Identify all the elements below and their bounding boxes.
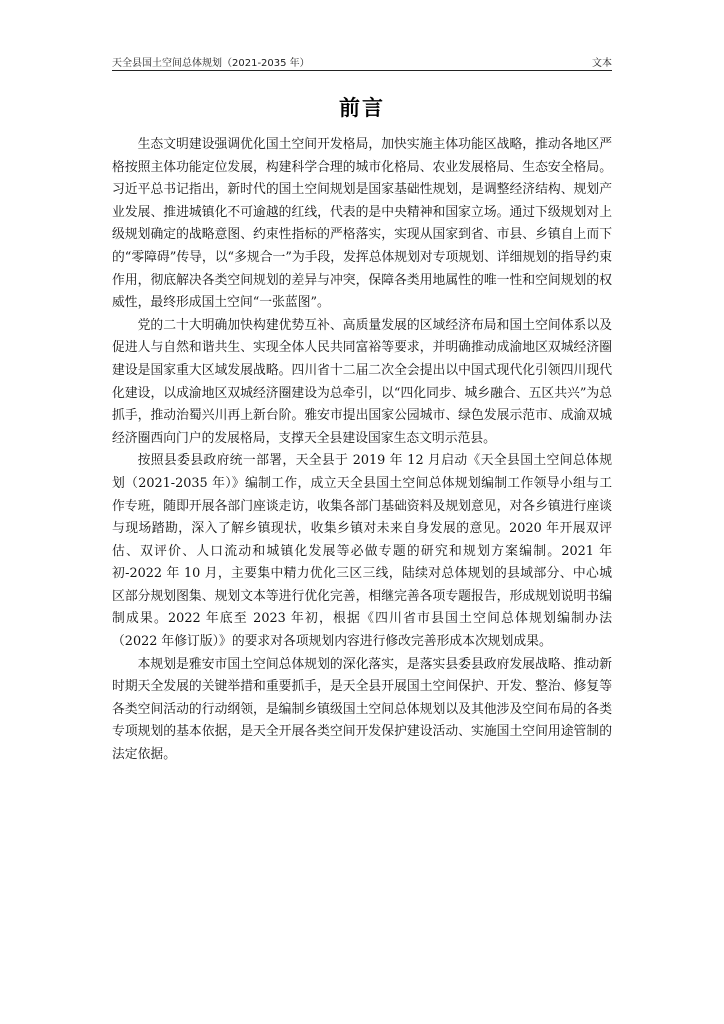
page-title: 前言 bbox=[339, 96, 385, 120]
running-header bbox=[112, 54, 612, 70]
paragraph-4: 本规划是雅安市国土空间总体规划的深化落实，是落实县委县政府发展战略、推动新时期天全发展的关键举措和重要抓手，是天全县开展国土空间保护、开发、整治、修复等各类空间活动的行动纲领，是编制乡镇级国土空间总体规划以及其他涉及空间布局的各类专项规划的基本依据，是天全开展各类空间开发保护建设活动、实施国土空间用途管制的法定依据。 bbox=[112, 656, 612, 763]
paragraph-2: 党的二十大明确加快构建优势互补、高质量发展的区域经济布局和国土空间体系以及促进人与自然和谐共生、实现全体人民共同富裕等要求，并明确推动成渝地区双城经济圈建设是国家重大区域发展战略。四川省十二届二次全会提出以中国式现代化引领四川现代化建设，以成渝地区双城经济圈建设为总牵引，以“四化同步、城乡融合、五区共兴”为总抓手，推动治蜀兴川再上新台阶。雅安市提出国家公园城市、绿色发展示范市、成渝双城经济圈西向门户的发展格局，支撑天全县建设国家生态文明示范县。 bbox=[112, 317, 612, 446]
document-body bbox=[112, 134, 612, 767]
header-section-label: 文本 bbox=[592, 58, 612, 69]
paragraph-3: 按照县委县政府统一部署，天全县于 2019 年 12 月启动《天全县国土空间总体规划（2021-2035 年）》编制工作，成立天全县国土空间总体规划编制工作领导小组与工作专班，随即开展各部门座谈走访，收集各部门基础资料及规划意见，对各乡镇进行座谈与现场踏勘，深入了解乡镇现状，收集乡镇对未来自身发展的意见。2020 年开展双评估、双评价、人口流动和城镇化发展等必做专题的研究和规划方案编制。2021 年初-2022 年 10 月，主要集中精力优化三区三线，陆续对总体规划的县域部分、中心城区部分规划图集、规划文本等进行优化完善，相继完善各项专题报告，形成规划说明书编制成果。2022 年底至 2023 年初，根据《四川省市县国土空间总体规划编制办法（2022 年修订版）》的要求对各项规划内容进行修改完善形成本次规划成果。 bbox=[112, 453, 612, 650]
paragraph-1: 生态文明建设强调优化国土空间开发格局，加快实施主体功能区战略，推动各地区严格按照主体功能定位发展，构建科学合理的城市化格局、农业发展格局、生态安全格局。习近平总书记指出，新时代的国土空间规划是国家基础性规划，是调整经济结构、规划产业发展、推进城镇化不可逾越的红线，代表的是中央精神和国家立场。通过下级规划对上级规划确定的战略意图、约束性指标的严格落实，实现从国家到省、市县、乡镇自上而下的“零障碍”传导，以“多规合一”为手段，发挥总体规划对专项规划、详细规划的指导约束作用，彻底解决各类空间规划的差异与冲突，保障各类用地属性的唯一性和空间规划的权威性，最终形成国土空间“一张蓝图”。 bbox=[112, 137, 612, 311]
header-divider bbox=[112, 70, 612, 71]
header-document-title: 天全县国土空间总体规划（2021-2035 年） bbox=[112, 58, 310, 69]
